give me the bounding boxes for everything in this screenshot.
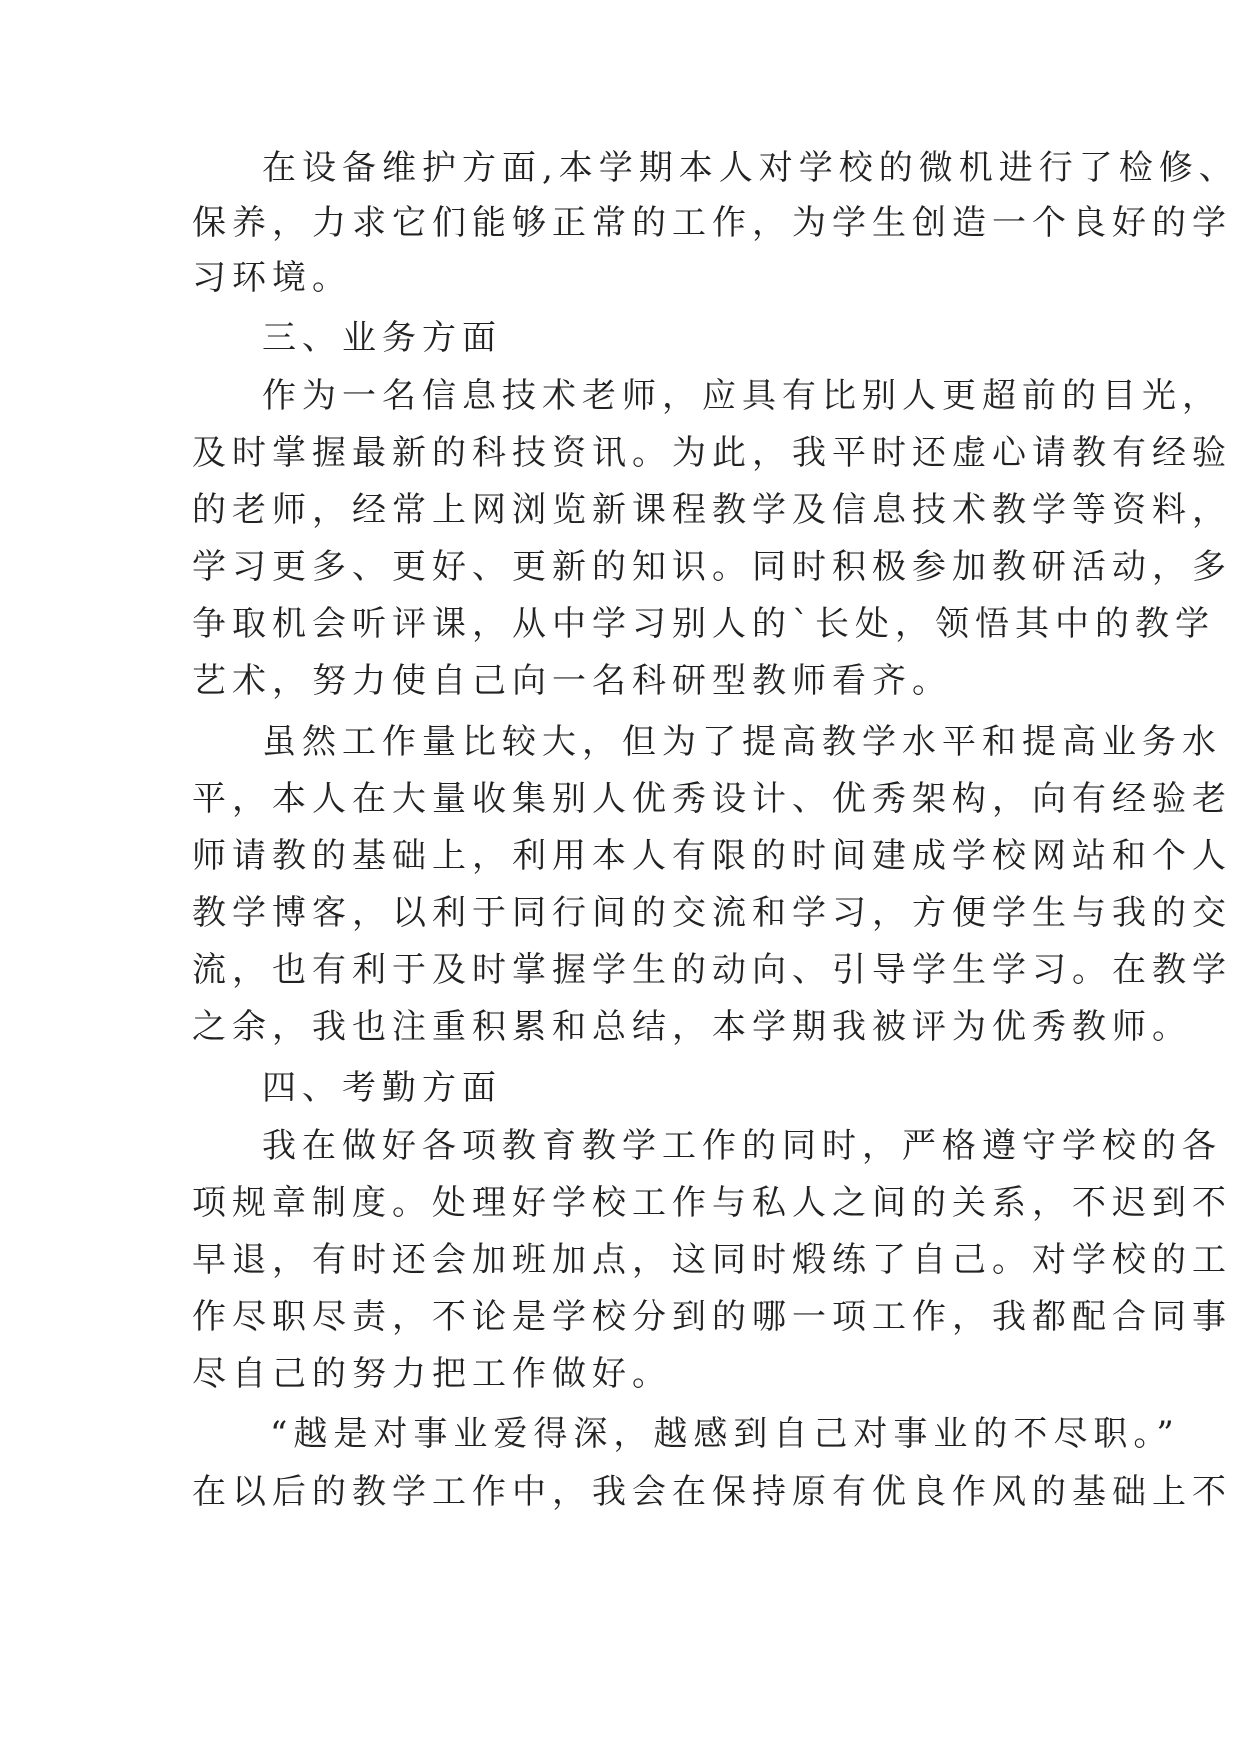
text-line: 教学博客，以利于同行间的交流和学习，方便学生与我的交 — [192, 893, 1232, 933]
text-line: 习环境。 — [192, 258, 352, 298]
text-line: 作为一名信息技术老师，应具有比别人更超前的目光， — [262, 376, 1222, 416]
text-line: 及时掌握最新的科技资讯。为此，我平时还虚心请教有经验 — [192, 433, 1232, 473]
text-line: 平，本人在大量收集别人优秀设计、优秀架构，向有经验老 — [192, 779, 1232, 819]
section-heading: 三、业务方面 — [262, 318, 502, 358]
text-line: 虽然工作量比较大，但为了提高教学水平和提高业务水 — [262, 722, 1222, 762]
text-line: 早退，有时还会加班加点，这同时煅练了自己。对学校的工 — [192, 1240, 1232, 1280]
text-line: 尽自己的努力把工作做好。 — [192, 1354, 672, 1394]
text-line: 我在做好各项教育教学工作的同时，严格遵守学校的各 — [262, 1126, 1222, 1166]
text-line: 学习更多、更好、更新的知识。同时积极参加教研活动，多 — [192, 547, 1232, 587]
quote-line: “越是对事业爱得深，越感到自己对事业的不尽职。” — [270, 1414, 1180, 1454]
section-heading: 四、考勤方面 — [262, 1068, 502, 1108]
text-line: 的老师，经常上网浏览新课程教学及信息技术教学等资料， — [192, 490, 1232, 530]
text-line: 在设备维护方面,本学期本人对学校的微机进行了检修、 — [262, 148, 1239, 188]
text-line: 保养，力求它们能够正常的工作，为学生创造一个良好的学 — [192, 203, 1232, 243]
text-line: 流，也有利于及时掌握学生的动向、引导学生学习。在教学 — [192, 950, 1232, 990]
text-line: 争取机会听评课，从中学习别人的`长处，领悟其中的教学 — [192, 604, 1215, 644]
text-line: 在以后的教学工作中，我会在保持原有优良作风的基础上不 — [192, 1472, 1232, 1512]
text-line: 之余，我也注重积累和总结，本学期我被评为优秀教师。 — [192, 1007, 1192, 1047]
text-line: 师请教的基础上，利用本人有限的时间建成学校网站和个人 — [192, 836, 1232, 876]
text-line: 项规章制度。处理好学校工作与私人之间的关系，不迟到不 — [192, 1183, 1232, 1223]
text-line: 艺术，努力使自己向一名科研型教师看齐。 — [192, 661, 952, 701]
text-line: 作尽职尽责，不论是学校分到的哪一项工作，我都配合同事 — [192, 1297, 1232, 1337]
